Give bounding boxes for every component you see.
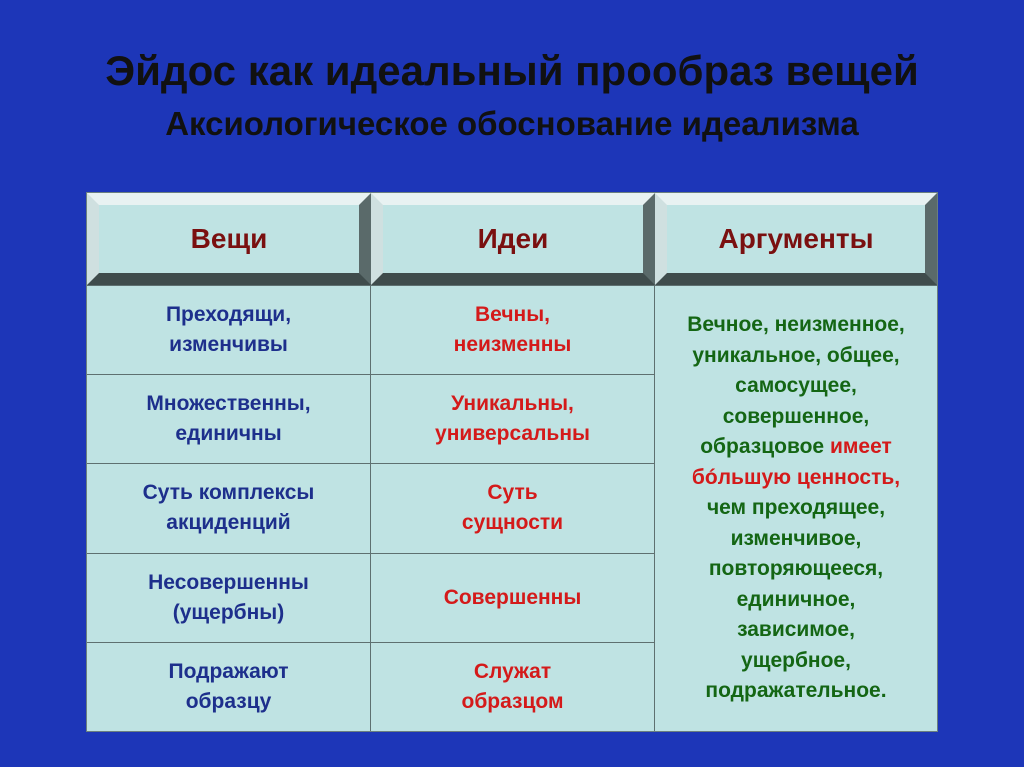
cell-ideas: [371, 553, 655, 642]
arguments-line: самосущее,: [735, 374, 857, 398]
cell-ideas: [371, 374, 655, 463]
cell-ideas-line: сущности: [461, 511, 564, 535]
header-ideas: Идеи: [371, 193, 655, 285]
arguments-line: зависимое,: [737, 618, 855, 642]
cell-things: [87, 553, 371, 642]
cell-things-line: изменчивы: [169, 333, 288, 357]
arguments-line: Вечное, неизменное,: [687, 313, 905, 337]
cell-ideas-line: универсальны: [435, 422, 590, 446]
cell-ideas: [371, 463, 655, 552]
arguments-line: ущербное,: [741, 648, 851, 672]
cell-things: [87, 463, 371, 552]
page-subtitle: Аксиологическое обоснование идеализма: [165, 105, 859, 142]
cell-ideas: [371, 285, 655, 374]
cell-ideas-line: Суть: [487, 481, 538, 505]
arguments-emphasis: бóльшую ценность,: [691, 465, 901, 489]
arguments-emphasis: имеет: [829, 435, 892, 459]
arguments-line: чем преходящее,: [706, 496, 886, 520]
arguments-text: [687, 310, 905, 707]
page-title: Эйдос как идеальный прообраз вещей: [105, 47, 919, 94]
cell-things-line: единичны: [175, 422, 282, 446]
header-arguments: Аргументы: [655, 193, 937, 285]
cell-things-line: Преходящи,: [165, 303, 292, 327]
cell-things-line: Несовершенны: [148, 570, 309, 594]
cell-ideas-line: Вечны,: [475, 303, 550, 327]
arguments-line: уникальное, общее,: [692, 343, 900, 367]
cell-things-line: акциденций: [166, 511, 291, 535]
cell-ideas-line: неизменны: [453, 333, 572, 357]
arguments-line: образцовое: [700, 435, 825, 459]
arguments-line: изменчивое,: [730, 526, 862, 550]
cell-ideas: [371, 642, 655, 731]
cell-things-line: образцу: [185, 689, 272, 713]
cell-ideas-line: Уникальны,: [451, 392, 574, 416]
cell-things: [87, 374, 371, 463]
cell-things-line: Суть комплексы: [142, 481, 315, 505]
cell-ideas-line: Служат: [473, 659, 552, 683]
cell-things: [87, 642, 371, 731]
comparison-table: [86, 192, 938, 732]
arguments-line: совершенное,: [722, 404, 870, 428]
arguments-line: повторяющееся,: [708, 557, 884, 581]
cell-things-line: (ущербны): [172, 600, 285, 624]
cell-things-line: Множественны,: [146, 392, 311, 416]
arguments-cell: [655, 285, 937, 731]
cell-things-line: Подражают: [168, 659, 289, 683]
header-things: Вещи: [87, 193, 371, 285]
cell-ideas-line: образцом: [461, 689, 564, 713]
cell-things: [87, 285, 371, 374]
arguments-line: единичное,: [736, 587, 856, 611]
cell-ideas-line: Совершенны: [443, 585, 582, 609]
arguments-line: подражательное.: [705, 679, 887, 703]
